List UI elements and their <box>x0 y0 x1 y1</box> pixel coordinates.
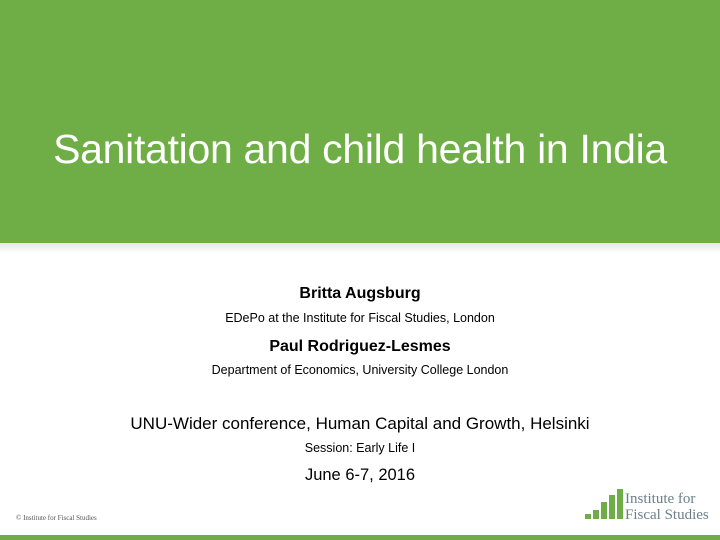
ifs-logo <box>583 489 713 533</box>
conference-date: June 6-7, 2016 <box>304 466 416 484</box>
author-name-2: Paul Rodriguez-Lesmes <box>269 338 451 355</box>
logo-bar <box>617 489 623 519</box>
author-affiliation-1: EDePo at the Institute for Fiscal Studies, London <box>225 311 495 325</box>
copyright-notice: © Institute for Fiscal Studies <box>16 514 97 522</box>
logo-bar <box>609 495 615 519</box>
logo-line-1: Institute for <box>625 491 696 507</box>
slide-title: Sanitation and child health in India <box>53 126 667 172</box>
logo-wordmark <box>625 491 709 523</box>
logo-bar <box>601 502 607 519</box>
logo-bar <box>585 514 591 519</box>
author-affiliation-2: Department of Economics, University College London <box>211 363 509 377</box>
title-banner <box>0 0 720 243</box>
author-name-1: Britta Augsburg <box>299 285 421 302</box>
logo-bar <box>593 510 599 519</box>
conference-name: UNU-Wider conference, Human Capital and Growth, Helsinki <box>130 414 590 433</box>
bar-chart-icon <box>583 489 623 519</box>
logo-line-2: Fiscal Studies <box>625 507 709 523</box>
session-name: Session: Early Life I <box>304 441 416 455</box>
footer-divider <box>0 535 720 540</box>
banner-shadow <box>0 243 720 253</box>
